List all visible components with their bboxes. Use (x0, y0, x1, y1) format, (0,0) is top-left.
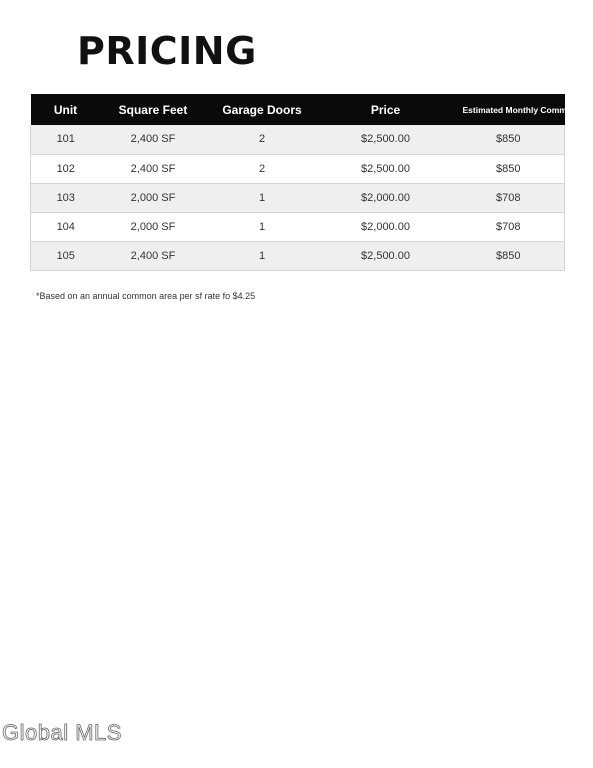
cell-unit: 104 (31, 212, 101, 241)
cell-square-feet: 2,400 SF (101, 154, 206, 183)
cell-unit: 102 (31, 154, 101, 183)
pricing-table (30, 94, 578, 271)
column-header-unit: Unit (53, 102, 78, 117)
table-row (31, 241, 565, 270)
cell-monthly-common: $708 (453, 212, 565, 241)
pricing-table-container (30, 94, 578, 271)
cell-garage-doors: 2 (206, 154, 319, 183)
cell-square-feet: 2,400 SF (101, 125, 206, 154)
table-row (31, 125, 565, 154)
cell-price: $2,000.00 (319, 183, 453, 212)
table-header-row (31, 94, 565, 125)
cell-monthly-common: $850 (453, 241, 565, 270)
cell-monthly-common: $850 (453, 125, 565, 154)
cell-garage-doors: 1 (206, 241, 319, 270)
cell-garage-doors: 1 (206, 183, 319, 212)
column-header-square-feet: Square Feet (118, 102, 188, 117)
page-title: PRICING (77, 29, 257, 73)
cell-unit: 103 (31, 183, 101, 212)
table-row (31, 154, 565, 183)
cell-monthly-common: $850 (453, 154, 565, 183)
cell-square-feet: 2,000 SF (101, 183, 206, 212)
cell-unit: 101 (31, 125, 101, 154)
cell-square-feet: 2,400 SF (101, 241, 206, 270)
watermark-logo: Global MLS (2, 720, 122, 745)
footnote: *Based on an annual common area per sf rate fo $4.25 (36, 291, 256, 301)
cell-garage-doors: 1 (206, 212, 319, 241)
cell-unit: 105 (31, 241, 101, 270)
column-header-estimated-monthly-common: Estimated Monthly Common (462, 104, 578, 115)
cell-price: $2,000.00 (319, 212, 453, 241)
column-header-garage-doors: Garage Doors (222, 102, 302, 117)
cell-monthly-common: $708 (453, 183, 565, 212)
cell-price: $2,500.00 (319, 241, 453, 270)
cell-garage-doors: 2 (206, 125, 319, 154)
table-row (31, 212, 565, 241)
cell-price: $2,500.00 (319, 154, 453, 183)
table-row (31, 183, 565, 212)
cell-square-feet: 2,000 SF (101, 212, 206, 241)
cell-price: $2,500.00 (319, 125, 453, 154)
column-header-price: Price (370, 102, 401, 117)
